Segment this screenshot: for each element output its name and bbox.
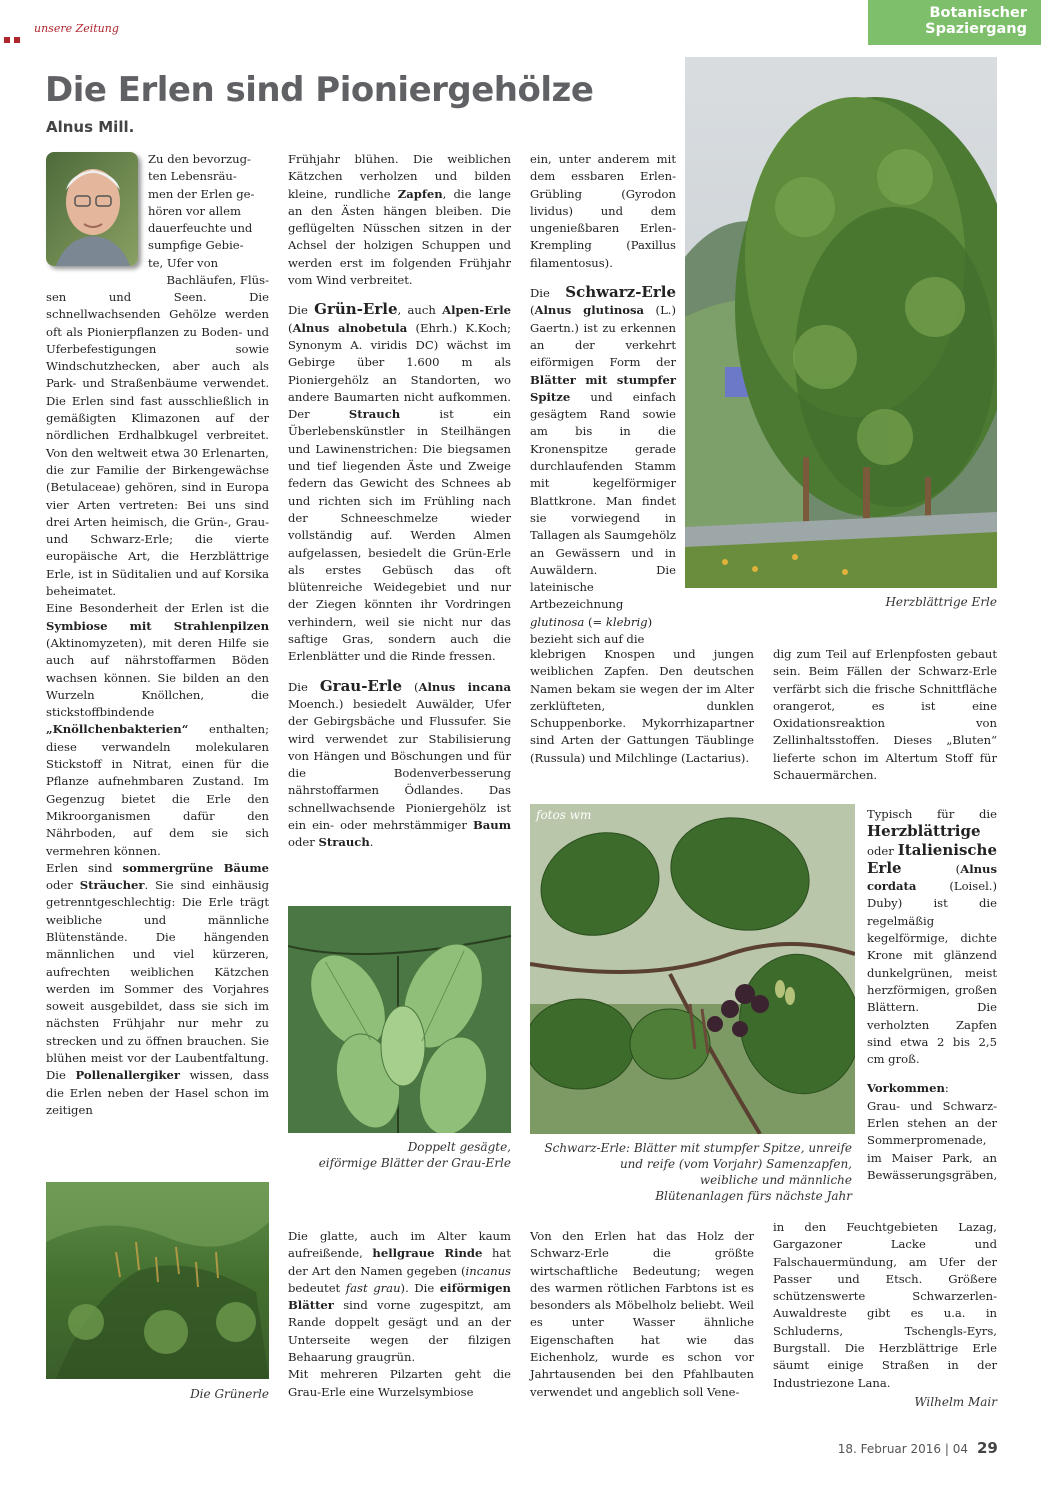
col4-side [867, 806, 997, 1184]
section-tab [868, 0, 1041, 45]
gruenerle-photo [46, 1182, 269, 1379]
section-line2: Spaziergang [925, 21, 1027, 37]
paragraph: Die Grün-Erle, auch Alpen-Erle (Alnus alnobetula (Ehrh.) K.Koch; Synonym A. viridis DC) wächst im Gebirge über 1.600 m als Pioniergehölz an Standorten, wo andere Baumarten nicht aufkommen. Der Strauch ist ein Überlebenskünstler in Steilhängen und Lawinenstrichen: Die biegsamen und tief liegenden Äste und Zweige federn das Gewicht des Schnees ab und richten sich im Frühling nach der Schneeschmelze wieder vollständig auf. Werden Almen aufgelassen, besiedelt die Grün-Erle als erstes Gebüsch das oft blütenreiche Weidegebiet und nur der Ziegen könnten ihr Vordringen verhindern, weil sie nicht nur das saftige Gras, sondern auch die Erlenblätter und die Rinde fressen. [288, 300, 511, 664]
intro-line: Bachläufen, Flüs- [166, 273, 269, 288]
caption-gruenerle: Die Grünerle [190, 1387, 269, 1401]
intro-line: men der Erlen ge- [148, 186, 255, 201]
paragraph: Die Schwarz-Erle (Alnus glutinosa (L.) Gaertn.) ist zu erkennen an der verkehrt eiförmigen Form der Blätter mit stumpfer Spitze und einfach gesägtem Rand sowie am bis in die Kronenspitze gerade durchlaufenden Stamm mit kegelförmiger Blattkrone. Man findet sie vorwiegend in Tallagen als Saumgehölz an Gewässern und in Auwäldern. Die lateinische Artbezeichnung glutinosa (= klebrig) [530, 283, 676, 629]
footer-date: 18. Februar 2016 | 04 [837, 1442, 968, 1456]
intro-line: te, Ufer von [148, 255, 219, 270]
paragraph: bezieht sich auf die [530, 632, 645, 647]
caption-herzblaettrige-erle: Herzblättrige Erle [885, 595, 997, 609]
page-number: 29 [977, 1439, 998, 1457]
brand-squares [4, 28, 20, 47]
col4-bottom: in den Feuchtgebieten Lazag, Gargazoner Lacke und Falschauermündung, am Ufer der Passer und Etsch. Größere schützenswerte Schwarzerlen-Auwaldreste gibt es u.a. in Schluderns, Tschengls-Eyrs, Burgstall. Die Herzblättrige Erle säumt einige Straßen in der Industriezone Lana. [773, 1220, 997, 1390]
paragraph: sen und Seen. Die schnellwachsenden Gehölze werden oft als Pionierpflanzen zu Boden- und Uferbefestigungen sowie Windschutzhecken, aber auch als Park- und Straßenbäume verwendet. Die Erlen sind fast ausschließlich in gemäßigten Klimazonen auf der nördlichen Erdhalbkugel verbreitet. Von den weltweit etwa 30 Erlenarten, die zur Familie der Birkengewächse (Betulaceae) gehören, sind in Europa vier Arten vertreten: Bei uns sind drei Arten heimisch, die Grün-, Grau- und Schwarz-Erle; die vierte europäische Art, die Herzblättrige Erle, ist in Süditalien und auf Korsika beheimatet. [46, 290, 269, 599]
herzblaettrige-erle-photo [685, 57, 997, 588]
col1-body [46, 289, 269, 1119]
intro-line: hören vor allem [148, 203, 241, 218]
caption-schwarz-erle: Schwarz-Erle: Blätter mit stumpfer Spitze, unreife und reife (vom Vorjahr) Samenzapfen, weibliche und männliche Blütenanlagen fürs nächste Jahr [544, 1141, 852, 1203]
col3-bottom: Von den Erlen hat das Holz der Schwarz-Erle die größte wirtschaftliche Bedeutung; wegen des warmen rötlichen Farbtons ist es besonders als Möbelholz beliebt. Weil es unter Wasser ähnliche Eigenschaften hat wie das Eichenholz, wurde es schon vor Jahrtausenden bei den Pfahlbauten verwendet und angeblich soll Vene- [530, 1229, 754, 1399]
intro-line: dauerfeuchte und [148, 221, 253, 236]
paragraph: Erlen sind sommergrüne Bäume oder Sträucher. Sie sind einhäusig getrenntgeschlechtig: Die Erle trägt weibliche und männliche Blütenstände. Die hängenden männlichen und viel kürzeren, aufrechten weiblichen Kätzchen werden im Sommer des Vorjahres soweit ausgebildet, dass sie sich im nächsten Frühjahr nur mehr zu strecken und zu öffnen brauchen. Sie blühen meist vor der Laubentfaltung. Die Pollenallergiker wissen, dass die Erlen neben der Hasel schon im zeitigen [46, 860, 269, 1117]
paragraph: Grau- und Schwarz-Erlen stehen an der Sommerpromenade, im Maiser Park, an Bewässerungsgräben, [867, 1098, 998, 1182]
intro-line: ten Lebensräu- [148, 169, 237, 184]
caption-grau-erle: Doppelt gesägte, eiförmige Blätter der Grau-Erle [318, 1140, 511, 1170]
intro-line: Zu den bevorzug- [148, 152, 251, 166]
grau-erle-photo [288, 906, 511, 1133]
paragraph: Mit mehreren Pilzarten geht die Grau-Erle eine Wurzelsymbiose [288, 1367, 511, 1399]
paragraph: Frühjahr blühen. Die weiblichen Kätzchen verholzen und bilden kleine, rundliche Zapfen, die lange an den Ästen hängen bleiben. Die geflügelten Nüsschen sitzen in der Achsel der holzigen Schuppen und werden erst im folgenden Frühjahr vom Wind verbreitet. [288, 152, 511, 288]
paragraph: ein, unter anderem mit dem essbaren Erlen-Grübling (Gyrodon lividus) und dem ungenießbaren Erlen-Krempling (Paxillus filamentosus). [530, 152, 676, 270]
photo-credit: fotos wm [536, 808, 592, 822]
paragraph: Vorkommen: [867, 1081, 949, 1096]
col1-intro [148, 151, 269, 289]
paragraph: Eine Besonderheit der Erlen ist die Symbiose mit Strahlenpilzen (Aktinomyzeten), mit deren Hilfe sie auch auf nährstoffarmen Böden wachsen können. Sie bilden an den Wurzeln Knöllchen, die stickstoffbindende „Knöllchenbakterien“ enthalten; diese verwandeln molekularen Stickstoff in Nitrat, einen für die Pflanze aufnehmbaren Zustand. Im Gegenzug bietet die Erle den Mikroorganismen dafür den Nährboden, auf dem sie sich vermehren können. [46, 601, 269, 858]
col3-top [530, 151, 676, 648]
col2-bottom [288, 1228, 511, 1401]
paragraph: Die Grau-Erle (Alnus incana Moench.) besiedelt Auwälder, Ufer der Gebirgsbäche und Flussufer. Sie wird verwendet zur Stabilisierung von Hängen und Böschungen und für die Bodenverbesserung nährstoffarmen Ödlandes. Das schnellwachsende Pioniergehölz ist ein ein- oder mehrstämmiger Baum oder Strauch. [288, 676, 511, 850]
page-title: Die Erlen sind Pioniergehölze [45, 70, 594, 110]
col3-wide: klebrigen Knospen und jungen weiblichen Zapfen. Den deutschen Namen bekam sie wegen der im Alter zerklüfteten, dunklen Schuppenborke. Mykorrhizapartner sind Arten der Gattungen Täublinge (Russula) und Milchlinge (Lactarius). [530, 647, 754, 765]
author-portrait [46, 152, 138, 266]
paragraph: Typisch für die Herzblättrige oder Italienische Erle (Alnus cordata (Loisel.) Duby) ist die regelmäßig kegelförmige, dichte Krone mit glänzend dunkelgrünen, meist herzförmigen, großen Blättern. Die verholzten Zapfen sind etwa 2 bis 2,5 cm groß. [867, 807, 997, 1067]
intro-line: sumpfige Gebie- [148, 238, 244, 253]
schwarz-erle-photo [530, 804, 855, 1134]
page-subtitle: Alnus Mill. [46, 118, 135, 136]
section-line1: Botanischer [929, 5, 1027, 21]
col4-wide: dig zum Teil auf Erlenpfosten gebaut sein. Beim Fällen der Schwarz-Erle verfärbt sich die frische Schnittfläche orangerot, es ist eine Oxidationsreaktion von Zellinhaltsstoffen. Dieses „Bluten“ lieferte schon im Altertum Stoff für Schauermärchen. [773, 647, 997, 783]
author-signature: Wilhelm Mair [914, 1395, 997, 1409]
paragraph: Die glatte, auch im Alter kaum aufreißende, hellgraue Rinde hat der Art den Namen gegeben (incanus bedeutet fast grau). Die eiförmigen Blätter sind vorne zugespitzt, am Rande doppelt gesägt und an der Unterseite wegen der filzigen Behaarung graugrün. [288, 1229, 511, 1365]
magazine-name: unsere Zeitung [34, 22, 119, 35]
col2-top [288, 151, 511, 852]
